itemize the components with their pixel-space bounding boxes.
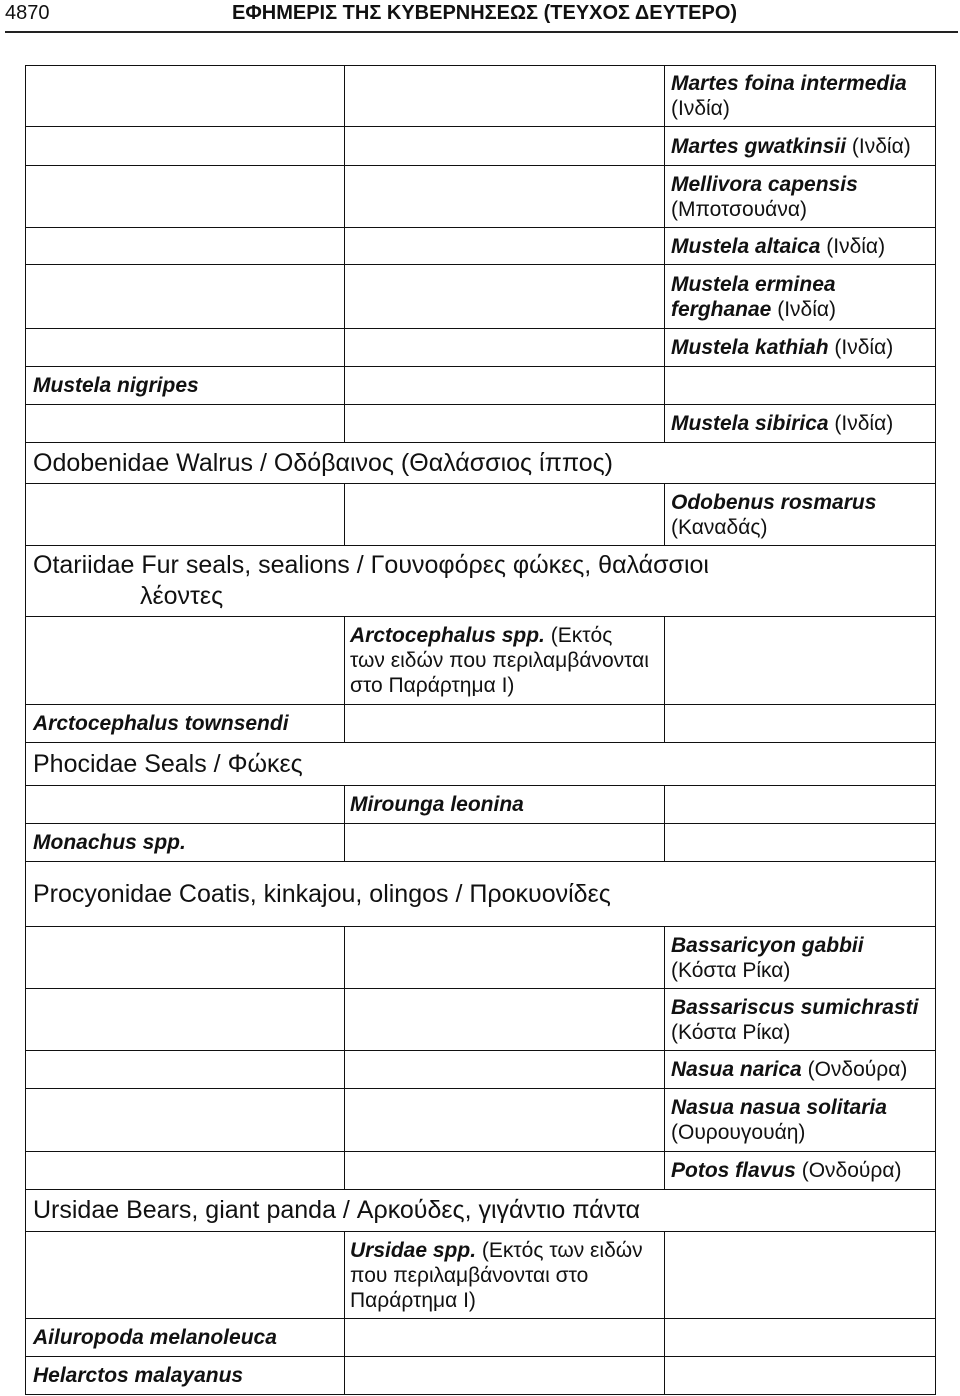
species-name: Mustela altaica: [671, 234, 821, 258]
species-cell: [665, 1152, 936, 1190]
table-row: [26, 1152, 936, 1190]
page-number: 4870: [5, 2, 50, 24]
table-row: [26, 824, 936, 862]
empty-cell: [665, 1319, 936, 1357]
species-name: Mustela nigripes: [33, 374, 199, 397]
species-name: Mustela erminea ferghanae: [671, 272, 836, 321]
family-cell: [26, 1190, 936, 1232]
country-name: (Μποτσουάνα): [671, 197, 807, 221]
species-name: Ailuropoda melanoleuca: [33, 1326, 277, 1349]
empty-cell: [345, 405, 665, 443]
country-name: (Ινδία): [851, 134, 911, 158]
country-name: (Ονδούρα): [807, 1058, 908, 1081]
species-cell: [26, 1357, 345, 1395]
species-cell: [665, 265, 936, 329]
running-title: ΕΦΗΜΕΡΙΣ ΤΗΣ ΚΥΒΕΡΝΗΣΕΩΣ (ΤΕΥΧΟΣ ΔΕΥΤΕΡΟ): [232, 2, 738, 24]
table-row: [26, 617, 936, 705]
empty-cell: [345, 705, 665, 743]
family-heading: Phocidae Seals / Φώκες: [33, 749, 303, 778]
country-name: (Κόστα Ρίκα): [671, 958, 791, 982]
species-cell: [665, 127, 936, 166]
empty-cell: [345, 329, 665, 367]
empty-cell: [26, 329, 345, 367]
table-row: [26, 405, 936, 443]
species-name: Helarctos malayanus: [33, 1364, 244, 1387]
empty-cell: [345, 1051, 665, 1089]
table-row: [26, 989, 936, 1051]
family-row: [26, 862, 936, 927]
species-name: Odobenus rosmarus: [671, 490, 877, 514]
empty-cell: [345, 484, 665, 546]
empty-cell: [26, 484, 345, 546]
species-table: [25, 65, 936, 1395]
empty-cell: [345, 989, 665, 1051]
species-name: Bassaricyon gabbii: [671, 933, 864, 957]
empty-cell: [26, 228, 345, 265]
table-row: [26, 705, 936, 743]
empty-cell: [26, 265, 345, 329]
empty-cell: [26, 1051, 345, 1089]
species-note-line: (Εκτός: [550, 624, 613, 647]
family-cell: [26, 862, 936, 927]
empty-cell: [345, 265, 665, 329]
empty-cell: [345, 166, 665, 228]
empty-cell: [345, 1357, 665, 1395]
table-row: [26, 127, 936, 166]
country-name: (Ινδία): [834, 336, 894, 359]
table-row: [26, 1051, 936, 1089]
family-cell: [26, 546, 936, 617]
family-row: [26, 1190, 936, 1232]
empty-cell: [26, 405, 345, 443]
species-name: Martes foina intermedia: [671, 72, 907, 95]
empty-cell: [665, 617, 936, 705]
empty-cell: [665, 786, 936, 824]
table-row: [26, 484, 936, 546]
empty-cell: [665, 824, 936, 862]
empty-cell: [345, 927, 665, 989]
empty-cell: [26, 1232, 345, 1319]
species-cell: [665, 228, 936, 265]
empty-cell: [345, 127, 665, 166]
family-row: [26, 743, 936, 786]
species-name: Arctocephalus spp.: [350, 624, 545, 647]
family-heading: Odobenidae Walrus / Οδόβαινος (Θαλάσσιος ίππος): [33, 448, 614, 477]
empty-cell: [345, 228, 665, 265]
table-row: [26, 1089, 936, 1152]
family-cell: [26, 743, 936, 786]
species-name: Mustela sibirica: [671, 412, 829, 435]
family-heading: Ursidae Bears, giant panda / Αρκούδες, γιγάντιο πάντα: [33, 1196, 641, 1224]
empty-cell: [665, 367, 936, 405]
country-name: (Ινδία): [671, 97, 730, 120]
species-cell: [26, 705, 345, 743]
table-row: [26, 367, 936, 405]
species-cell: [665, 405, 936, 443]
species-cell: [665, 166, 936, 228]
species-note-line: (Εκτός των ειδών: [481, 1238, 643, 1262]
empty-cell: [345, 1089, 665, 1152]
family-row: [26, 443, 936, 484]
species-cell: [665, 1051, 936, 1089]
empty-cell: [345, 1319, 665, 1357]
empty-cell: [345, 66, 665, 127]
header-rule: [5, 31, 958, 33]
table-row: [26, 66, 936, 127]
table-row: [26, 1319, 936, 1357]
empty-cell: [345, 1152, 665, 1190]
table-row: [26, 1232, 936, 1319]
species-name: Ursidae spp.: [350, 1238, 477, 1262]
family-cell: [26, 443, 936, 484]
species-cell: [665, 329, 936, 367]
country-name: (Ονδούρα): [801, 1159, 902, 1182]
country-name: (Καναδάς): [671, 515, 768, 539]
empty-cell: [26, 166, 345, 228]
empty-cell: [26, 927, 345, 989]
empty-cell: [345, 367, 665, 405]
empty-cell: [345, 824, 665, 862]
species-cell: [345, 1232, 665, 1319]
empty-cell: [26, 617, 345, 705]
species-cell: [665, 989, 936, 1051]
species-name: Nasua narica: [671, 1058, 802, 1081]
family-heading: Procyonidae Coatis, kinkajou, olingos / Προκυονίδες: [33, 879, 611, 908]
empty-cell: [26, 786, 345, 824]
species-cell: [665, 484, 936, 546]
empty-cell: [26, 989, 345, 1051]
empty-cell: [26, 66, 345, 127]
table-row: [26, 1357, 936, 1395]
empty-cell: [665, 705, 936, 743]
species-cell: [345, 617, 665, 705]
country-name: (Ινδία): [826, 234, 886, 258]
species-name: Mustela kathiah: [671, 336, 829, 359]
species-cell: [665, 927, 936, 989]
table-row: [26, 166, 936, 228]
table-row: [26, 927, 936, 989]
country-name: (Ινδία): [834, 412, 894, 435]
species-name: Mirounga leonina: [350, 793, 524, 816]
species-name: Monachus spp.: [33, 831, 186, 854]
species-name: Martes gwatkinsii: [671, 134, 847, 158]
country-name: (Ουρουγουάη): [671, 1121, 806, 1144]
species-cell: [665, 66, 936, 127]
species-cell: [26, 1319, 345, 1357]
species-cell: [26, 367, 345, 405]
species-note-line: στο Παράρτημα I): [350, 674, 515, 697]
empty-cell: [26, 1089, 345, 1152]
empty-cell: [665, 1232, 936, 1319]
species-name: Nasua nasua solitaria: [671, 1096, 887, 1119]
country-name: (Κόστα Ρίκα): [671, 1020, 791, 1044]
table-row: [26, 265, 936, 329]
family-row: [26, 546, 936, 617]
species-name: Bassariscus sumichrasti: [671, 995, 919, 1019]
species-name: Arctocephalus townsendi: [33, 712, 289, 735]
species-name: Mellivora capensis: [671, 172, 858, 196]
empty-cell: [26, 1152, 345, 1190]
empty-cell: [26, 127, 345, 166]
table-row: [26, 228, 936, 265]
species-note-line: που περιλαμβάνονται στο: [350, 1263, 589, 1287]
country-name: (Ινδία): [777, 297, 837, 321]
family-heading: Otariidae Fur seals, sealions / Γουνοφόρες φώκες, θαλάσσιοι λέοντες: [33, 551, 709, 610]
species-cell: [345, 786, 665, 824]
species-note-line: των ειδών που περιλαμβάνονται: [350, 649, 649, 672]
table-row: [26, 329, 936, 367]
species-cell: [26, 824, 345, 862]
table-row: [26, 786, 936, 824]
species-cell: [665, 1089, 936, 1152]
empty-cell: [665, 1357, 936, 1395]
species-note-line: Παράρτημα I): [350, 1288, 476, 1312]
species-name: Potos flavus: [671, 1159, 796, 1182]
